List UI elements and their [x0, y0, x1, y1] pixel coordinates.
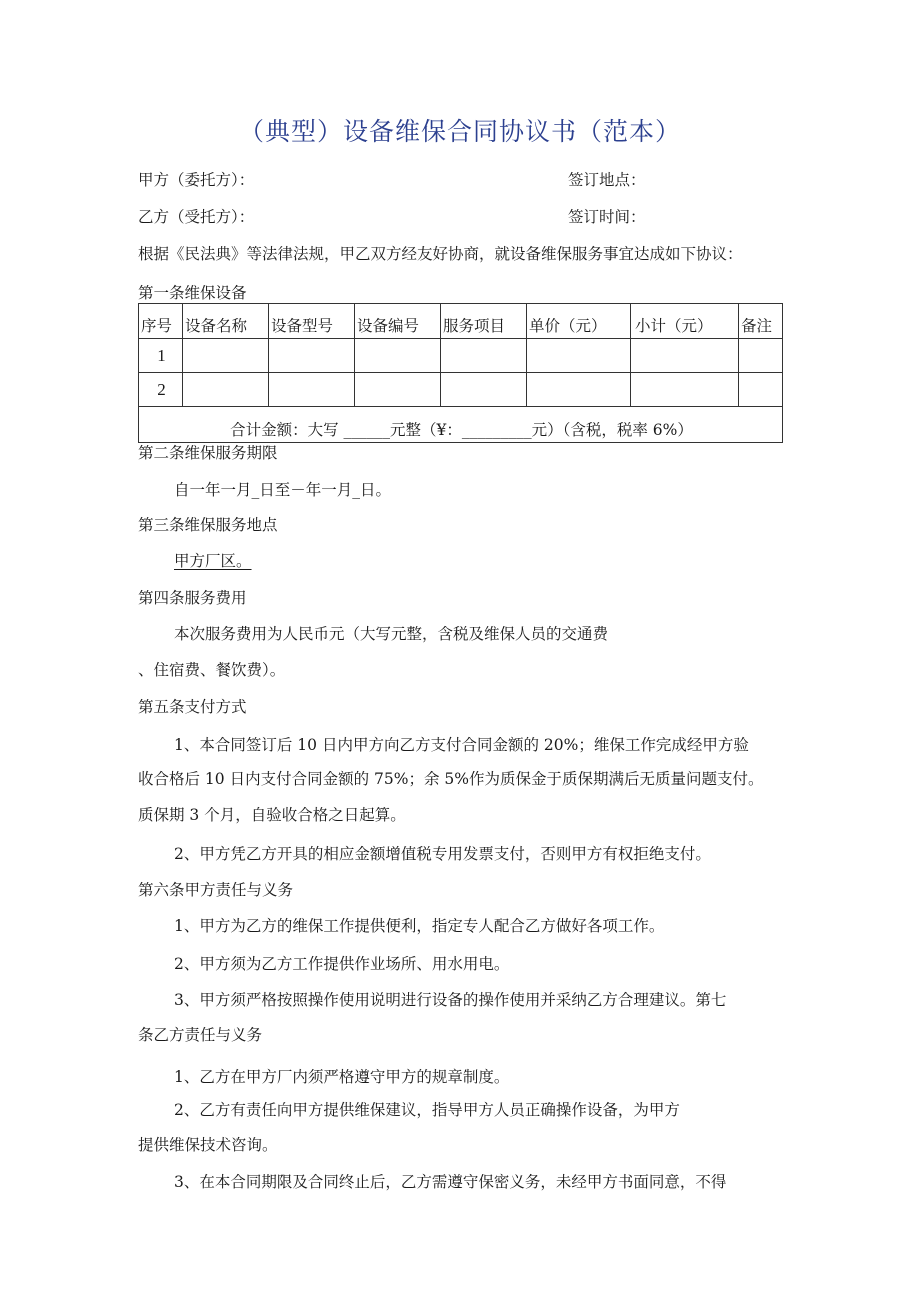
table-cell	[441, 373, 527, 407]
table-cell	[269, 373, 355, 407]
row-number: 1	[139, 339, 183, 373]
table-cell	[269, 339, 355, 373]
article-5-p1b: 收合格后 10 日内支付合同金额的 75%；余 5%作为质保金于质保期满后无质量问题支付。	[138, 770, 764, 788]
row-number: 2	[139, 373, 183, 407]
table-cell	[527, 373, 631, 407]
table-cell	[739, 373, 783, 407]
article-6-p3a: 3、甲方须严格按照操作使用说明进行设备的操作使用并采纳乙方合理建议。第七	[174, 991, 727, 1009]
equipment-table	[138, 303, 783, 443]
table-cell	[441, 339, 527, 373]
article-1-title: 第一条维保设备	[138, 284, 247, 302]
table-cell	[355, 373, 441, 407]
table-total-row	[139, 407, 783, 443]
article-6-p2: 2、甲方须为乙方工作提供作业场所、用水用电。	[174, 955, 510, 973]
article-4-text-1: 本次服务费用为人民币元（大写元整，含税及维保人员的交通费	[174, 625, 609, 643]
total-amount: 合计金额：大写 ______元整（¥：_________元）（含税，税率 6%）	[139, 407, 783, 443]
column-header: 序号	[139, 304, 183, 339]
article-4-title: 第四条服务费用	[138, 589, 247, 607]
table-cell	[183, 373, 269, 407]
table-cell	[183, 339, 269, 373]
column-header: 备注	[739, 304, 783, 339]
intro-paragraph: 根据《民法典》等法律法规，甲乙双方经友好协商，就设备维保服务事宜达成如下协议：	[138, 245, 743, 263]
article-6-p1: 1、甲方为乙方的维保工作提供便利，指定专人配合乙方做好各项工作。	[174, 917, 665, 935]
table-row	[139, 373, 783, 407]
table-row	[139, 339, 783, 373]
column-header: 设备型号	[269, 304, 355, 339]
party-b-label: 乙方（受托方）：	[138, 208, 255, 226]
article-5-title: 第五条支付方式	[138, 698, 247, 716]
article-5-p1c: 质保期 3 个月，自验收合格之日起算。	[138, 806, 406, 824]
table-header-row	[139, 304, 783, 339]
column-header: 服务项目	[441, 304, 527, 339]
article-7-p1: 1、乙方在甲方厂内须严格遵守甲方的规章制度。	[174, 1068, 510, 1086]
column-header: 单价（元）	[527, 304, 631, 339]
article-2-text: 自一年一月_日至－年一月_日。	[174, 481, 392, 499]
article-2-title: 第二条维保服务期限	[138, 444, 278, 462]
column-header: 设备名称	[183, 304, 269, 339]
article-6-title: 第六条甲方责任与义务	[138, 881, 294, 899]
article-6-p3b: 条乙方责任与义务	[138, 1026, 263, 1044]
signing-place-label: 签订地点：	[568, 171, 646, 189]
article-5-p2: 2、甲方凭乙方开具的相应金额增值税专用发票支付，否则甲方有权拒绝支付。	[174, 845, 711, 863]
article-7-p3: 3、在本合同期限及合同终止后，乙方需遵守保密义务，未经甲方书面同意，不得	[174, 1173, 727, 1191]
article-7-p2b: 提供维保技术咨询。	[138, 1136, 278, 1154]
column-header: 小计（元）	[631, 304, 739, 339]
table-cell	[527, 339, 631, 373]
signing-time-label: 签订时间：	[568, 208, 646, 226]
article-4-text-2: 、住宿费、餐饮费）。	[138, 661, 286, 679]
column-header: 设备编号	[355, 304, 441, 339]
article-5-p1a: 1、本合同签订后 10 日内甲方向乙方支付合同金额的 20%；维保工作完成经甲方验	[174, 736, 749, 754]
table-cell	[631, 373, 739, 407]
table-cell	[739, 339, 783, 373]
party-a-label: 甲方（委托方）：	[138, 171, 255, 189]
article-3-title: 第三条维保服务地点	[138, 516, 278, 534]
table-cell	[631, 339, 739, 373]
article-7-p2a: 2、乙方有责任向甲方提供维保建议，指导甲方人员正确操作设备，为甲方	[174, 1101, 680, 1119]
document-title: （典型）设备维保合同协议书（范本）	[238, 117, 681, 146]
article-3-text: 甲方厂区。	[174, 552, 252, 570]
table-cell	[355, 339, 441, 373]
